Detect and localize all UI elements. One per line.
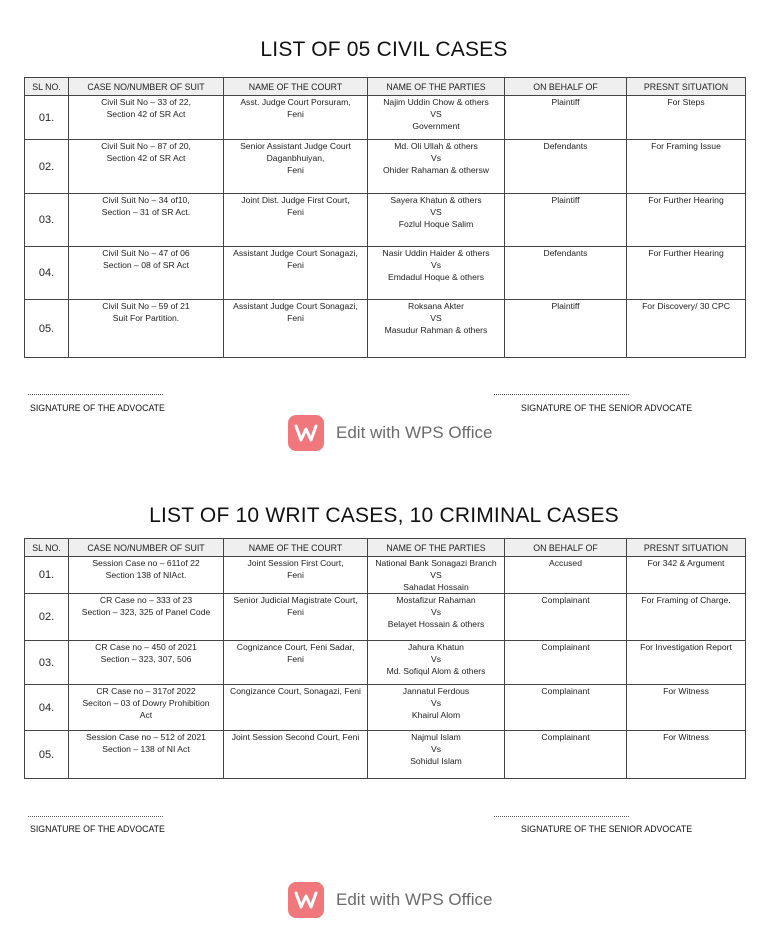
parties-line: Jannatul Ferdous (402, 686, 470, 696)
case-number-line: CR Case no – 333 of 23 (99, 595, 193, 605)
header-court: NAME OF THE COURT (224, 78, 368, 96)
sl-number-cell: 01. (25, 557, 69, 594)
parties-line: Emdadul Hoque & others (387, 272, 485, 282)
case-number-line: Section – 138 of NI Act (102, 744, 190, 754)
parties-cell (368, 685, 505, 731)
parties-line: Sahadat Hossain (403, 582, 469, 592)
table-row (25, 247, 746, 300)
parties-line: VS (430, 570, 442, 580)
behalf-of-cell: Plaintiff (505, 96, 627, 140)
sl-number-cell: 03. (25, 194, 69, 247)
court-name-cell (224, 300, 368, 358)
parties-cell (368, 731, 505, 779)
court-name-cell (224, 594, 368, 641)
parties-line: Nasir Uddin Haider & others (382, 248, 490, 258)
case-number-line: Civil Suit No – 47 of 06 (102, 248, 190, 258)
case-number-line: Civil Suit No – 87 of 20, (101, 141, 191, 151)
court-name-line: Feni (287, 654, 304, 664)
case-number-line: Session Case no – 611of 22 (92, 558, 200, 568)
behalf-of-cell: Defendants (505, 140, 627, 194)
court-name-line: Feni (287, 570, 304, 580)
case-number-line: Section – 31 of SR Act. (101, 207, 191, 217)
behalf-of-cell: Complainant (505, 594, 627, 641)
table-row (25, 685, 746, 731)
parties-line: Sayera Khatun & others (390, 195, 482, 205)
header-sl-no: SL NO. (25, 539, 69, 557)
court-name-cell (224, 557, 368, 594)
behalf-of-cell: Plaintiff (505, 300, 627, 358)
parties-line: Ohider Rahaman & othersw (382, 165, 490, 175)
parties-line: VS (430, 109, 442, 119)
sl-number-cell: 04. (25, 247, 69, 300)
situation-cell: For Investigation Report (627, 641, 746, 685)
wps-logo-icon (288, 415, 324, 451)
parties-line: National Bank Sonagazi Branch (375, 558, 497, 568)
parties-line: Vs (430, 744, 442, 754)
case-number-cell (69, 194, 224, 247)
table-row (25, 594, 746, 641)
header-behalf: ON BEHALF OF (505, 539, 627, 557)
parties-line: Belayet Hossain & others (387, 619, 485, 629)
parties-line: Khairul Alom (411, 710, 461, 720)
court-name-line: Feni (287, 260, 304, 270)
case-number-cell (69, 247, 224, 300)
wps-watermark-text: Edit with WPS Office (336, 890, 493, 909)
sl-number-cell: 05. (25, 731, 69, 779)
header-situation: PRESNT SITUATION (627, 539, 746, 557)
court-name-line: Feni (287, 207, 304, 217)
parties-line: Sohidul Islam (410, 756, 462, 766)
senior-advocate-signature-label: SIGNATURE OF THE SENIOR ADVOCATE (521, 824, 693, 834)
table-row (25, 96, 746, 140)
case-number-cell (69, 140, 224, 194)
parties-line: Vs (430, 153, 442, 163)
case-number-cell (69, 96, 224, 140)
sl-number-cell: 04. (25, 685, 69, 731)
parties-line: VS (430, 313, 442, 323)
header-case-no: CASE NO/NUMBER OF SUIT (69, 78, 224, 96)
behalf-of-cell: Plaintiff (505, 194, 627, 247)
case-number-cell (69, 594, 224, 641)
criminal-list-title: LIST OF 10 WRIT CASES, 10 CRIMINAL CASES (149, 504, 619, 527)
advocate-signature-label: SIGNATURE OF THE ADVOCATE (30, 403, 165, 413)
case-number-line: Seciton – 03 of Dowry Prohibition (82, 698, 210, 708)
court-name-line: Assistant Judge Court Sonagazi, (233, 301, 358, 311)
case-number-cell (69, 557, 224, 594)
table-row (25, 641, 746, 685)
court-name-cell (224, 731, 368, 779)
behalf-of-cell: Complainant (505, 731, 627, 779)
case-number-line: Civil Suit No – 34 of10, (102, 195, 190, 205)
table-row (25, 194, 746, 247)
criminal-cases-table (24, 538, 746, 779)
signature-line-left (28, 812, 163, 817)
signature-line-right (494, 812, 629, 817)
court-name-line: Feni (287, 607, 304, 617)
case-number-cell (69, 300, 224, 358)
court-name-cell (224, 96, 368, 140)
court-name-line: Joint Session Second Court, Feni (231, 732, 360, 742)
header-behalf: ON BEHALF OF (505, 78, 627, 96)
case-number-line: Civil Suit No – 33 of 22, (101, 97, 191, 107)
table-row (25, 557, 746, 594)
court-name-line: Senior Judicial Magistrate Court, (233, 595, 358, 605)
table-row (25, 300, 746, 358)
case-number-cell (69, 731, 224, 779)
case-number-line: Session Case no – 512 of 2021 (86, 732, 206, 742)
table-header-row (25, 78, 746, 96)
wps-watermark-text: Edit with WPS Office (336, 423, 493, 442)
table-header-row (25, 539, 746, 557)
signature-line-left (28, 390, 163, 395)
court-name-line: Senior Assistant Judge Court (240, 141, 351, 151)
civil-list-title: LIST OF 05 CIVIL CASES (260, 38, 508, 61)
case-number-line: Suit For Partition. (112, 313, 180, 323)
wps-watermark (288, 414, 498, 452)
header-parties: NAME OF THE PARTIES (368, 78, 505, 96)
court-name-line: Assistant Judge Court Sonagazi, (233, 248, 358, 258)
parties-line: Masudur Rahman & others (384, 325, 488, 335)
court-name-cell (224, 247, 368, 300)
parties-line: Government (412, 121, 460, 131)
parties-line: Mostafizur Rahaman (396, 595, 476, 605)
court-name-line: Asst. Judge Court Porsuram, (240, 97, 351, 107)
parties-cell (368, 557, 505, 594)
court-name-cell (224, 685, 368, 731)
parties-cell (368, 140, 505, 194)
case-number-line: Section – 08 of SR Act (103, 260, 189, 270)
parties-cell (368, 300, 505, 358)
situation-cell: For Further Hearing (627, 194, 746, 247)
parties-line: Vs (430, 698, 442, 708)
parties-line: VS (430, 207, 442, 217)
signature-line-right (494, 390, 629, 395)
situation-cell: For Framing of Charge. (627, 594, 746, 641)
sl-number-cell: 02. (25, 140, 69, 194)
situation-cell: For Witness (627, 731, 746, 779)
situation-cell: For Framing Issue (627, 140, 746, 194)
court-name-cell (224, 194, 368, 247)
case-number-cell (69, 641, 224, 685)
court-name-line: Feni (287, 109, 304, 119)
court-name-line: Congizance Court, Sonagazi, Feni (230, 686, 361, 696)
situation-cell: For Further Hearing (627, 247, 746, 300)
sl-number-cell: 05. (25, 300, 69, 358)
header-court: NAME OF THE COURT (224, 539, 368, 557)
sl-number-cell: 01. (25, 96, 69, 140)
parties-cell (368, 194, 505, 247)
case-number-line: Section 138 of NIAct. (105, 570, 187, 580)
parties-line: Md. Sofiqul Alom & others (386, 666, 486, 676)
table-row (25, 731, 746, 779)
situation-cell: For 342 & Argument (627, 557, 746, 594)
header-situation: PRESNT SITUATION (627, 78, 746, 96)
case-number-line: Section – 323, 307, 506 (100, 654, 192, 664)
parties-cell (368, 641, 505, 685)
situation-cell: For Witness (627, 685, 746, 731)
behalf-of-cell: Complainant (505, 641, 627, 685)
behalf-of-cell: Complainant (505, 685, 627, 731)
senior-advocate-signature-label: SIGNATURE OF THE SENIOR ADVOCATE (521, 403, 693, 413)
court-name-line: Feni (287, 165, 304, 175)
court-name-line: Feni (287, 313, 304, 323)
court-name-cell (224, 641, 368, 685)
table-row (25, 140, 746, 194)
parties-cell (368, 96, 505, 140)
parties-line: Roksana Akter (408, 301, 464, 311)
case-number-line: Section – 323, 325 of Panel Code (81, 607, 211, 617)
parties-cell (368, 247, 505, 300)
parties-line: Vs (430, 260, 442, 270)
sl-number-cell: 02. (25, 594, 69, 641)
wps-watermark (288, 881, 498, 919)
court-name-line: Daganbhuiyan, (266, 153, 325, 163)
court-name-line: Joint Session First Court, (247, 558, 344, 568)
parties-line: Vs (430, 654, 442, 664)
parties-line: Md. Oli Ullah & others (394, 141, 478, 151)
behalf-of-cell: Defendants (505, 247, 627, 300)
parties-line: Jahura Khatun (408, 642, 464, 652)
parties-line: Fozlul Hoque Salim (398, 219, 474, 229)
court-name-line: Joint Dist. Judge First Court, (241, 195, 350, 205)
sl-number-cell: 03. (25, 641, 69, 685)
case-number-cell (69, 685, 224, 731)
wps-logo-icon (288, 882, 324, 918)
behalf-of-cell: Accused (505, 557, 627, 594)
parties-line: Najmul Islam (411, 732, 461, 742)
court-name-cell (224, 140, 368, 194)
header-sl-no: SL NO. (25, 78, 69, 96)
parties-cell (368, 594, 505, 641)
advocate-signature-label: SIGNATURE OF THE ADVOCATE (30, 824, 165, 834)
case-number-line: Section 42 of SR Act (106, 109, 186, 119)
case-number-line: CR Case no – 317of 2022 (96, 686, 196, 696)
situation-cell: For Steps (627, 96, 746, 140)
parties-line: Vs (430, 607, 442, 617)
case-number-line: Section 42 of SR Act (106, 153, 186, 163)
situation-cell: For Discovery/ 30 CPC (627, 300, 746, 358)
case-number-line: CR Case no – 450 of 2021 (95, 642, 197, 652)
header-case-no: CASE NO/NUMBER OF SUIT (69, 539, 224, 557)
case-number-line: Civil Suit No – 59 of 21 (102, 301, 190, 311)
parties-line: Najim Uddin Chow & others (383, 97, 489, 107)
case-number-line: Act (139, 710, 153, 720)
header-parties: NAME OF THE PARTIES (368, 539, 505, 557)
court-name-line: Cognizance Court, Feni Sadar, (236, 642, 355, 652)
civil-cases-table (24, 77, 746, 358)
